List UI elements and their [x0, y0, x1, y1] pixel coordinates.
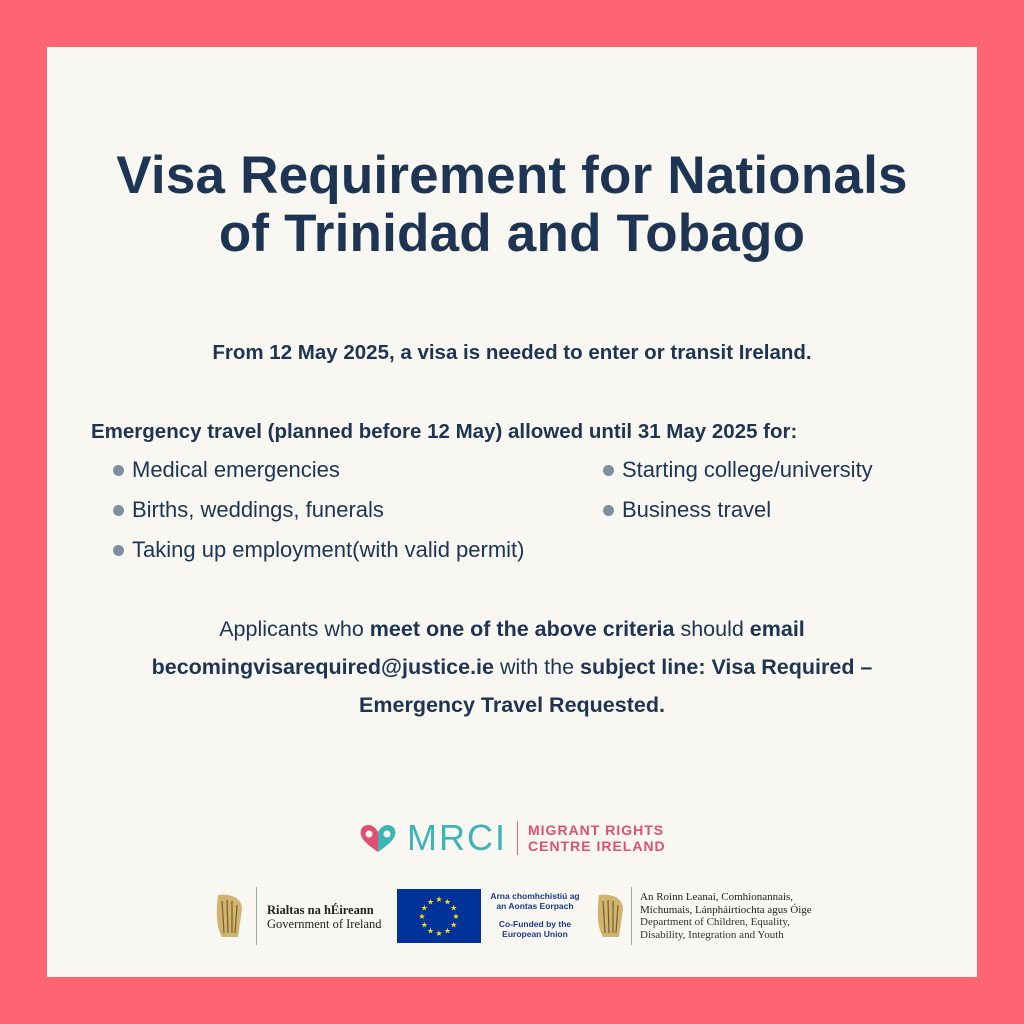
mrci-sub-line-2: CENTRE IRELAND — [528, 838, 666, 854]
email-link[interactable]: becomingvisarequired@justice.ie — [151, 655, 494, 679]
cta-subject-line: subject line: Visa Required – — [580, 655, 873, 679]
eu-star-icon: ★ — [426, 897, 435, 907]
eu-star-icon: ★ — [450, 903, 458, 913]
harp-icon — [212, 891, 246, 941]
dept-english-line-2: Disability, Integration and Youth — [640, 928, 784, 941]
dept-divider — [631, 887, 632, 945]
eu-irish-line-2: an Aontas Eorpach — [496, 901, 574, 911]
lead-statement: From 12 May 2025, a visa is needed to enter or transit Ireland. — [212, 341, 812, 364]
bullet-icon — [113, 465, 124, 476]
eu-star-icon: ★ — [418, 912, 426, 921]
gov-divider — [256, 887, 257, 945]
cta-text-2: should — [674, 617, 750, 641]
eu-star-icon: ★ — [443, 926, 452, 936]
title-line-2: of Trinidad and Tobago — [218, 204, 806, 263]
page-title — [47, 147, 977, 263]
cta-subject-value: Emergency Travel Requested. — [359, 693, 665, 717]
funder-logos — [47, 885, 977, 947]
list-item-label: Births, weddings, funerals — [132, 497, 384, 522]
eu-star-icon: ★ — [426, 926, 435, 936]
dept-english-line-1: Department of Children, Equality, — [640, 916, 790, 928]
eu-star-icon: ★ — [435, 895, 443, 904]
cta-text-1: Applicants who — [219, 617, 370, 641]
eu-english-line-1: Co-Funded by the — [498, 919, 572, 929]
mrci-sub-line-1: MIGRANT RIGHTS — [528, 822, 665, 838]
gov-english-name: Government of Ireland — [267, 917, 382, 931]
list-item — [603, 497, 771, 523]
dept-irish-line-1: An Roinn Leanaí, Comhionannais, — [640, 891, 794, 903]
mrci-divider — [517, 821, 518, 855]
eu-funding-text — [485, 891, 585, 939]
bullet-icon — [113, 545, 124, 556]
eu-star-icon: ★ — [420, 903, 428, 913]
poster-card — [47, 47, 977, 977]
eu-star-icon: ★ — [450, 920, 458, 930]
call-to-action — [47, 610, 977, 724]
dept-irish-line-2: Míchumais, Lánpháirtíochta agus Óige — [640, 903, 812, 916]
mrci-subtitle — [528, 822, 666, 854]
harp-icon — [593, 891, 627, 941]
list-item-label: Starting college/university — [622, 457, 873, 482]
list-item — [113, 497, 384, 523]
title-line-1: Visa Requirement for Nationals — [116, 146, 908, 205]
eu-star-icon: ★ — [420, 920, 428, 930]
cta-email-word: email — [749, 617, 805, 641]
eu-star-icon: ★ — [443, 897, 452, 907]
bullet-icon — [113, 505, 124, 516]
eu-irish-line-1: Arna chomhchistiú ag — [490, 891, 580, 901]
emergency-heading: Emergency travel (planned before 12 May) allowed until 31 May 2025 for: — [91, 420, 798, 443]
eu-english-line-2: European Union — [502, 929, 568, 939]
list-item — [603, 457, 873, 483]
mrci-heart-icon — [357, 821, 399, 855]
bullet-icon — [603, 465, 614, 476]
list-item — [113, 457, 340, 483]
eu-star-icon: ★ — [435, 929, 443, 938]
mrci-logo — [357, 816, 666, 860]
cta-criteria: meet one of the above criteria — [369, 617, 675, 641]
cta-text-3: with the — [494, 655, 581, 679]
list-item-label: Business travel — [622, 497, 772, 522]
eu-flag-icon — [397, 889, 481, 943]
list-item — [113, 537, 525, 563]
gov-irish-name: Rialtas na hÉireann — [267, 903, 374, 917]
bullet-icon — [603, 505, 614, 516]
mrci-name: MRCI — [407, 817, 507, 858]
list-item-label: Taking up employment(with valid permit) — [132, 537, 525, 562]
gov-ireland-logo — [267, 903, 382, 931]
dept-children-logo — [640, 891, 812, 941]
eu-star-icon: ★ — [452, 912, 460, 921]
list-item-label: Medical emergencies — [132, 457, 340, 482]
